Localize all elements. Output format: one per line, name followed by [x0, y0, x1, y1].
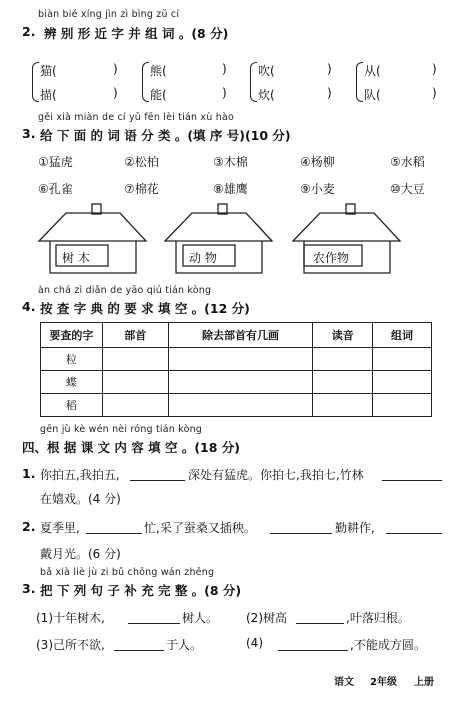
answer-cell[interactable]: [313, 348, 373, 371]
q2-char-b: 炊(: [258, 88, 275, 102]
f2-text-a: 夏季里,: [40, 521, 80, 535]
q4-number: 4.: [22, 299, 36, 314]
q2-char-b: 能(: [150, 88, 167, 102]
f1-blank-2[interactable]: [382, 468, 442, 481]
q4-title: 按 查 字 典 的 要 求 填 空 。(12 分): [40, 301, 250, 316]
f2-text-d: 戴月光。(6 分): [40, 547, 121, 561]
f2-blank-1[interactable]: [86, 521, 142, 534]
f1-blank-1[interactable]: [130, 468, 185, 481]
q3-number: 3.: [22, 126, 36, 141]
q2-title: 辨 别 形 近 字 并 组 词 。(8 分): [44, 26, 229, 41]
answer-cell[interactable]: [313, 394, 373, 417]
f3-item-2-a: (2)树高: [246, 611, 287, 625]
answer-cell[interactable]: [313, 371, 373, 394]
answer-cell[interactable]: [373, 371, 432, 394]
answer-cell[interactable]: [168, 348, 313, 371]
f1-number: 1.: [22, 466, 36, 481]
row-char: 粒: [41, 348, 103, 371]
footer-grade: 2年级: [370, 677, 397, 688]
q2-pinyin: biàn bié xíng jìn zì bìng zǔ cí: [38, 9, 180, 20]
f2-text-c: 勤耕作,: [335, 521, 375, 535]
f3-item-3-b: 于人。: [166, 638, 203, 652]
q2-char-a: 从(: [364, 64, 381, 78]
f3-title: 把 下 列 句 子 补 充 完 整 。(8 分): [40, 583, 242, 598]
q3-pinyin: gěi xià miàn de cí yǔ fēn lèi tián xù hào: [38, 112, 234, 123]
f3-item-4-b: ,不能成方圆。: [350, 638, 426, 652]
row-char: 稻: [41, 394, 103, 417]
f1-text-a: 你拍五,我拍五,: [40, 468, 120, 482]
row-char: 蝶: [41, 371, 103, 394]
house-label-trees: 树 木: [62, 251, 90, 265]
house-label-animals: 动 物: [189, 251, 217, 265]
q2-char-a: 吹(: [258, 64, 275, 78]
q4-pinyin: àn chá zì diǎn de yāo qiú tián kòng: [38, 285, 212, 296]
f2-text-b: 忙,采了蚕桑又插秧。: [144, 521, 256, 535]
header-char: 要查的字: [41, 323, 103, 348]
answer-cell[interactable]: [102, 371, 168, 394]
word-10: ⑩大豆: [390, 182, 425, 196]
f3-item-4-blank[interactable]: [278, 638, 348, 651]
section-4-title: 四、根 据 课 文 内 容 填 空 。(18 分): [22, 440, 240, 455]
word-7: ⑦棉花: [124, 182, 159, 196]
f3-item-1-blank[interactable]: [128, 611, 180, 624]
table-row: [41, 394, 432, 417]
answer-cell[interactable]: [373, 348, 432, 371]
table-header-row: [41, 323, 432, 348]
footer-subject: 语文: [334, 677, 354, 688]
f3-item-1-b: 树人。: [182, 611, 219, 625]
f3-pinyin: bǎ xià liè jù zi bǔ chōng wán zhěng: [40, 567, 215, 578]
q2-char-b: 描(: [40, 88, 57, 102]
word-9: ⑨小麦: [300, 182, 335, 196]
dictionary-table: [40, 322, 432, 417]
q2-char-a: 猫(: [40, 64, 57, 78]
f1-text-b: 深处有猛虎。你拍七,我拍七,竹林: [188, 468, 364, 482]
header-pronunciation: 读音: [313, 323, 373, 348]
q2-char-b: 队(: [364, 88, 381, 102]
answer-cell[interactable]: [168, 371, 313, 394]
q2-number: 2.: [22, 24, 36, 39]
f2-blank-2[interactable]: [270, 521, 332, 534]
q2-char-a: 熊(: [150, 64, 167, 78]
f3-item-2-b: ,叶落归根。: [346, 611, 410, 625]
q3-title: 给 下 面 的 词 语 分 类 。(填 序 号)(10 分): [40, 128, 291, 143]
footer-term: 上册: [414, 677, 434, 688]
f3-item-3-a: (3)己所不欲,: [36, 638, 105, 652]
header-radical: 部首: [102, 323, 168, 348]
s4-pinyin: gēn jù kè wén nèi róng tián kòng: [40, 424, 203, 435]
f3-item-3-blank[interactable]: [114, 638, 164, 651]
answer-cell[interactable]: [168, 394, 313, 417]
f3-item-2-blank[interactable]: [296, 611, 344, 624]
word-6: ⑥孔雀: [38, 182, 73, 196]
answer-cell[interactable]: [102, 394, 168, 417]
f1-text-c: 在嬉戏。(4 分): [40, 492, 121, 506]
word-8: ⑧雄鹰: [213, 182, 248, 196]
word-4: ④杨柳: [300, 155, 335, 169]
f3-number: 3.: [22, 581, 36, 596]
word-2: ②松柏: [124, 155, 159, 169]
header-words: 组词: [373, 323, 432, 348]
table-row: [41, 371, 432, 394]
word-3: ③木棉: [213, 155, 248, 169]
house-label-crops: 农作物: [313, 251, 350, 265]
f2-blank-3[interactable]: [386, 521, 442, 534]
answer-cell[interactable]: [373, 394, 432, 417]
f3-item-1-a: (1)十年树木,: [36, 611, 105, 625]
word-5: ⑤水稻: [390, 155, 425, 169]
word-1: ①猛虎: [38, 155, 73, 169]
f3-item-4-a: (4): [246, 636, 263, 650]
header-strokes: 除去部首有几画: [168, 323, 313, 348]
answer-cell[interactable]: [102, 348, 168, 371]
table-row: [41, 348, 432, 371]
f2-number: 2.: [22, 519, 36, 534]
